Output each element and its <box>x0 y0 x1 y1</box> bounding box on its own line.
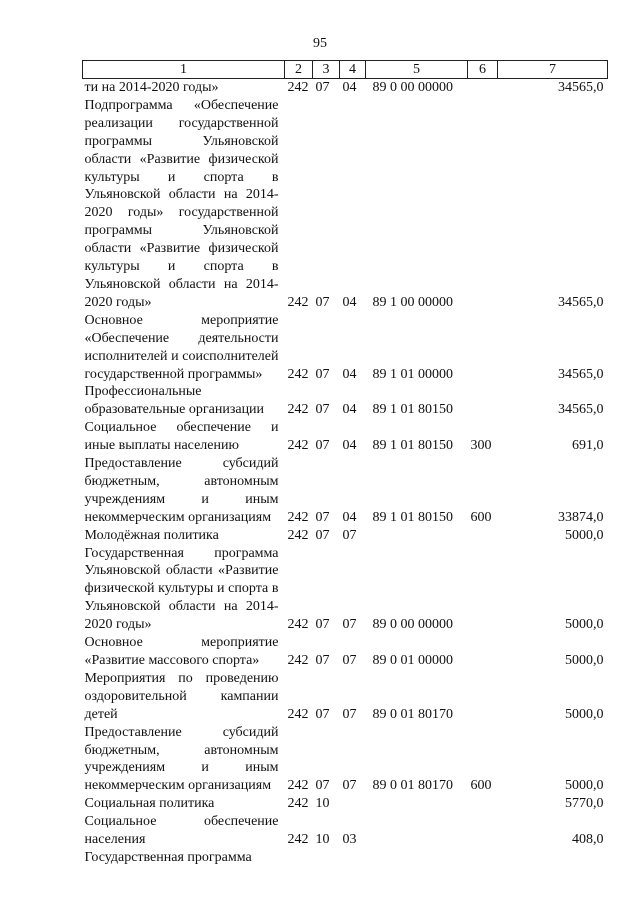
row-target-article: 89 1 01 00000 <box>372 366 453 382</box>
row-subsection-code: 04 <box>342 438 357 454</box>
row-section-code: 07 <box>315 438 330 454</box>
row-target-article: 89 0 01 00000 <box>372 653 453 668</box>
row-target-article <box>366 813 468 849</box>
row-expense-type <box>468 383 498 419</box>
row-section-code: 10 <box>315 796 330 812</box>
row-name: Основное мероприятие «Развитие массового спорта» <box>84 635 279 668</box>
row-subsection-code: 04 <box>342 294 357 310</box>
table-row <box>83 97 608 312</box>
header-row <box>83 61 608 79</box>
row-ministry-code: 242 <box>287 294 309 310</box>
header-col-6: 6 <box>468 61 498 79</box>
row-section-code: 07 <box>315 653 330 668</box>
row-subsection-code: 04 <box>342 366 357 382</box>
row-section-code <box>313 849 340 867</box>
row-subsection-code: 07 <box>342 617 357 633</box>
row-subsection-code <box>340 849 366 867</box>
header-col-7: 7 <box>498 61 608 79</box>
row-subsection-code: 07 <box>342 653 357 668</box>
row-expense-type: 600 <box>470 509 492 525</box>
header-col-2: 2 <box>285 61 313 79</box>
row-amount: 5000,0 <box>565 617 604 633</box>
table-row <box>83 527 608 545</box>
table-row <box>83 813 608 849</box>
row-amount: 34565,0 <box>558 294 604 310</box>
row-name: Социальное обеспечение и иные выплаты населению <box>84 420 279 454</box>
row-amount: 5000,0 <box>565 778 604 794</box>
row-ministry-code: 242 <box>287 80 309 95</box>
row-name: Мероприятия по проведению оздоровительной кампании детей <box>84 670 279 722</box>
row-target-article: 89 0 01 80170 <box>372 778 453 794</box>
row-expense-type <box>468 849 498 867</box>
row-section-code: 07 <box>315 706 330 722</box>
row-amount: 408,0 <box>572 832 604 848</box>
row-amount: 34565,0 <box>558 80 604 95</box>
row-subsection-code <box>340 795 366 813</box>
table-row <box>83 795 608 813</box>
row-target-article: 89 1 01 80150 <box>372 438 453 454</box>
table-row <box>83 724 608 796</box>
row-expense-type <box>468 527 498 545</box>
row-ministry-code: 242 <box>287 778 309 794</box>
row-amount: 5000,0 <box>565 527 604 543</box>
table-row <box>83 545 608 635</box>
row-amount: 691,0 <box>572 438 604 454</box>
row-target-article: 89 0 00 00000 <box>372 80 453 95</box>
row-name: Социальное обеспечение населения <box>84 814 279 848</box>
row-name: Подпрограмма «Обеспечение реализации государственной программы Ульяновской области «Развитие физической культуры и спорта в Ульяновской области на 2014-2020 годы» государственной программы Ульяновской области «Развитие физической культуры и спорта в Ульяновской области на 2014-2020 годы» <box>84 97 279 310</box>
row-expense-type: 300 <box>470 438 492 454</box>
row-amount: 33874,0 <box>558 509 604 525</box>
table-row <box>83 79 608 97</box>
row-name: Профессиональные образовательные организации <box>84 384 265 418</box>
row-section-code: 07 <box>315 366 330 382</box>
table-row <box>83 383 608 419</box>
row-expense-type <box>468 670 498 724</box>
row-section-code: 07 <box>315 80 330 95</box>
row-section-code: 07 <box>315 778 330 794</box>
row-target-article <box>366 527 468 545</box>
row-section-code: 07 <box>315 402 330 418</box>
row-ministry-code: 242 <box>287 527 309 543</box>
row-subsection-code: 04 <box>342 509 357 525</box>
row-section-code: 07 <box>315 294 330 310</box>
row-name: ти на 2014-2020 годы» <box>84 80 219 95</box>
row-expense-type <box>468 545 498 635</box>
row-target-article: 89 1 00 00000 <box>372 294 453 310</box>
row-ministry-code: 242 <box>287 706 309 722</box>
row-name: Предоставление субсидий бюджетным, автономным учреждениям и иным некоммерческим организациям <box>84 724 279 794</box>
row-section-code: 07 <box>315 509 330 525</box>
table-row <box>83 455 608 527</box>
row-subsection-code: 04 <box>342 80 357 95</box>
row-ministry-code: 242 <box>287 796 309 812</box>
row-target-article: 89 1 01 80150 <box>372 402 453 418</box>
row-ministry-code: 242 <box>287 438 309 454</box>
row-ministry-code: 242 <box>287 653 309 668</box>
row-name: Социальная политика <box>84 796 215 812</box>
row-name: Молодёжная политика <box>84 527 219 543</box>
row-ministry-code: 242 <box>287 366 309 382</box>
page-number: 95 <box>313 36 327 51</box>
row-target-article <box>366 849 468 867</box>
row-expense-type <box>468 79 498 97</box>
row-expense-type <box>468 795 498 813</box>
row-section-code: 10 <box>315 832 330 848</box>
table-row <box>83 634 608 670</box>
row-amount: 5000,0 <box>565 653 604 668</box>
row-subsection-code: 07 <box>342 706 357 722</box>
row-target-article: 89 0 00 00000 <box>372 617 453 633</box>
header-col-5: 5 <box>366 61 468 79</box>
row-subsection-code: 07 <box>342 527 357 543</box>
table-row <box>83 849 608 867</box>
row-ministry-code: 242 <box>287 832 309 848</box>
row-subsection-code: 03 <box>342 832 357 848</box>
table-row <box>83 312 608 384</box>
row-name: Предоставление субсидий бюджетным, автономным учреждениям и иным некоммерческим организациям <box>84 456 279 525</box>
table-row <box>83 670 608 724</box>
row-ministry-code: 242 <box>287 509 309 525</box>
row-subsection-code: 07 <box>342 778 357 794</box>
row-section-code: 07 <box>315 527 330 543</box>
row-name: Основное мероприятие «Обеспечение деятельности исполнителей и соисполнителей государственной программы» <box>84 312 279 382</box>
header-col-1: 1 <box>83 61 285 79</box>
row-expense-type <box>468 312 498 384</box>
row-amount: 34565,0 <box>558 366 604 382</box>
row-target-article: 89 0 01 80170 <box>372 706 453 722</box>
row-amount <box>498 849 608 867</box>
row-subsection-code: 04 <box>342 402 357 418</box>
row-name: Государственная программа <box>84 849 252 865</box>
row-ministry-code <box>285 849 313 867</box>
row-expense-type <box>468 634 498 670</box>
budget-table <box>82 60 608 867</box>
row-expense-type: 600 <box>470 778 492 794</box>
row-amount: 5000,0 <box>565 706 604 722</box>
row-ministry-code: 242 <box>287 402 309 418</box>
table-row <box>83 419 608 455</box>
row-amount: 5770,0 <box>565 796 604 812</box>
header-col-3: 3 <box>313 61 340 79</box>
row-expense-type <box>468 813 498 849</box>
row-expense-type <box>468 97 498 312</box>
row-amount: 34565,0 <box>558 402 604 418</box>
row-name: Государственная программа Ульяновской области «Развитие физической культуры и спорта в Ульяновской области на 2014-2020 годы» <box>84 545 279 633</box>
row-ministry-code: 242 <box>287 617 309 633</box>
header-col-4: 4 <box>340 61 366 79</box>
row-section-code: 07 <box>315 617 330 633</box>
row-target-article <box>366 795 468 813</box>
row-target-article: 89 1 01 80150 <box>372 509 453 525</box>
